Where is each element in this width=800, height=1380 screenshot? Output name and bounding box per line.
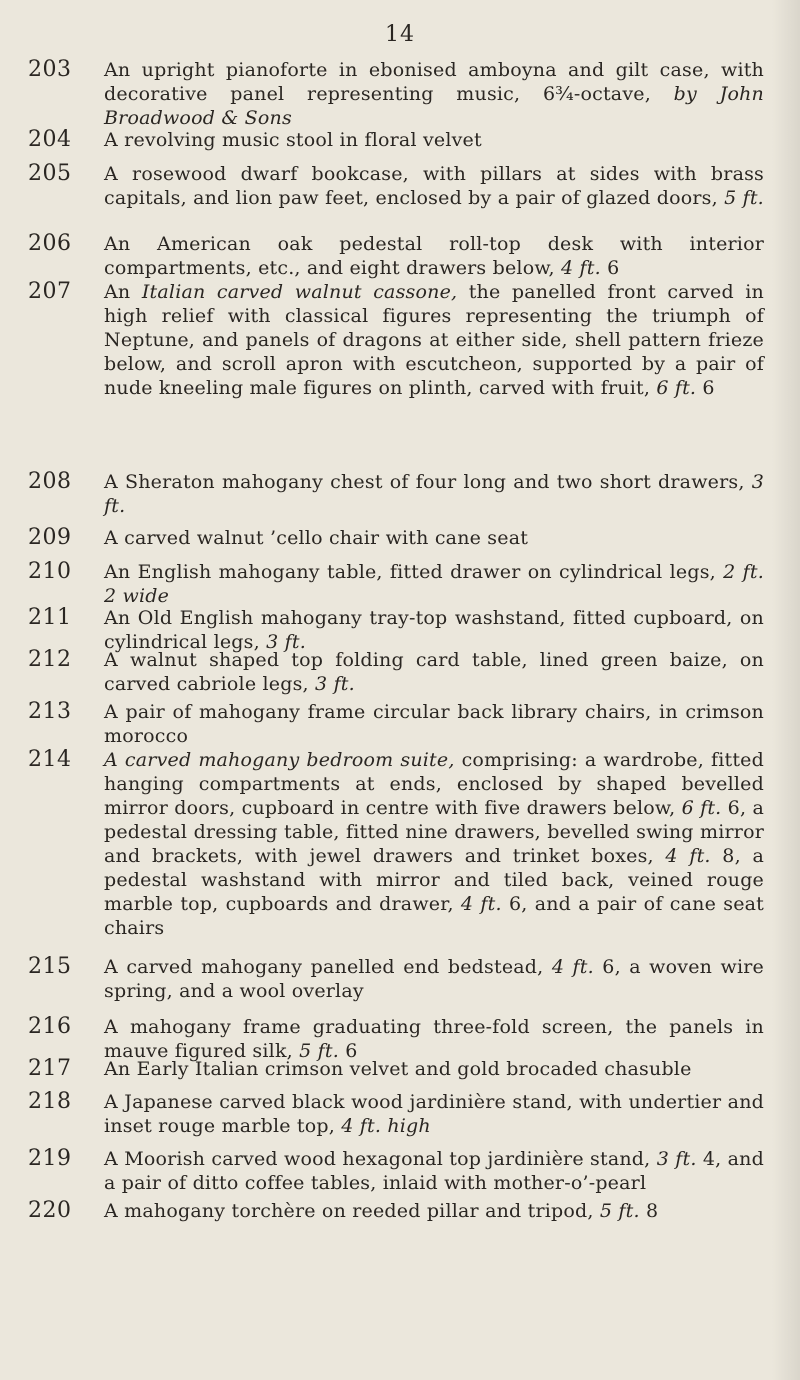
lot-number: 216 <box>28 1014 72 1039</box>
lot-description-italic: 4 ft. <box>551 956 594 978</box>
lot-description <box>104 58 764 130</box>
lot-description-text: A rosewood dwarf bookcase, with pillars at sides with brass capitals, and lion paw feet, enclosed by a pair of glazed doors, <box>104 163 764 209</box>
lot-description-text: 8 <box>639 1200 659 1222</box>
lot-description-text: 6, a woven wire spring, and a wool overlay <box>104 956 764 1002</box>
lot-description-text: 8, a pedestal washstand with mirror and tiled back, veined rouge marble top, cupboards and drawer, <box>104 845 764 915</box>
lot-description <box>104 232 764 280</box>
lot-description-italic: 6 ft. <box>681 797 722 819</box>
lot-number: 211 <box>28 605 72 630</box>
lot-description-text: An Early Italian crimson velvet and gold brocaded chasuble <box>104 1058 692 1080</box>
lot-description-text: An upright pianoforte in ebonised amboyna and gilt case, with decorative panel representing music, 6¾-octave, <box>104 59 764 105</box>
lot-number: 220 <box>28 1198 72 1223</box>
lot-description-text: An <box>104 281 142 303</box>
lot-description <box>104 1199 764 1223</box>
lot-description-text: 6, a pedestal dressing table, fitted nine drawers, bevelled swing mirror and brackets, with jewel drawers and trinket boxes, <box>104 797 764 867</box>
lot-description-text: A pair of mahogany frame circular back library chairs, in crimson morocco <box>104 701 764 747</box>
lot-description-text: A Japanese carved black wood jardinière stand, with undertier and inset rouge marble top, <box>104 1091 764 1137</box>
lot-description-italic: 4 ft. <box>665 845 711 867</box>
lot-number: 214 <box>28 747 72 772</box>
lot-number: 209 <box>28 525 72 550</box>
lot-description-italic: 3 ft. <box>266 631 306 653</box>
lot-description <box>104 955 764 1003</box>
lot-description-text: An American oak pedestal roll-top desk with interior compartments, etc., and eight drawers below, <box>104 233 764 279</box>
lot-description-text: A walnut shaped top folding card table, lined green baize, on carved cabriole legs, <box>104 649 764 695</box>
lot-description-text: A Sheraton mahogany chest of four long and two short drawers, <box>104 471 752 493</box>
lot-number: 204 <box>28 127 72 152</box>
lot-description-italic: by John Broadwood & Sons <box>104 83 764 129</box>
lot-description <box>104 700 764 748</box>
lot-description-text: comprising: a wardrobe, fitted hanging compartments at ends, enclosed by shaped bevelled mirror doors, cupboard in centre with five drawers below, <box>104 749 764 819</box>
lot-description-text: An Old English mahogany tray-top washstand, fitted cupboard, on cylindrical legs, <box>104 607 764 653</box>
lot-description-italic: 5 ft. <box>724 187 764 209</box>
lot-description-text: A carved walnut ’cello chair with cane seat <box>104 527 529 549</box>
lot-description <box>104 1015 764 1063</box>
lot-number: 217 <box>28 1056 72 1081</box>
lot-description <box>104 748 764 940</box>
lot-number: 219 <box>28 1146 72 1171</box>
lot-number: 210 <box>28 559 72 584</box>
lot-description-text: An English mahogany table, fitted drawer on cylindrical legs, <box>104 561 724 583</box>
lot-number: 208 <box>28 469 72 494</box>
lot-description-italic: 5 ft. <box>299 1040 339 1062</box>
lot-number: 207 <box>28 279 72 304</box>
lot-description-italic: A carved mahogany bedroom suite, <box>104 749 455 771</box>
lot-description <box>104 1057 764 1081</box>
lot-description-text: A carved mahogany panelled end bedstead, <box>104 956 552 978</box>
lot-description <box>104 128 764 152</box>
lot-description <box>104 526 764 550</box>
lot-description <box>104 648 764 696</box>
lot-description <box>104 470 764 518</box>
page-number: 14 <box>385 22 415 47</box>
lot-description <box>104 280 764 400</box>
lot-description-text: 6 <box>338 1040 358 1062</box>
lot-description-text: 6 <box>600 257 620 279</box>
lot-description-text: A revolving music stool in floral velvet <box>104 129 482 151</box>
lot-description-text: A mahogany torchère on reeded pillar and tripod, <box>104 1200 600 1222</box>
lot-description-text: A mahogany frame graduating three-fold screen, the panels in mauve figured silk, <box>104 1016 764 1062</box>
lot-description-text: 4, and a pair of ditto coffee tables, inlaid with mother-o’-pearl <box>104 1148 764 1194</box>
lot-description-italic: 3 ft. <box>104 471 764 517</box>
lot-description-italic: 4 ft. <box>561 257 601 279</box>
lot-number: 205 <box>28 161 72 186</box>
lot-number: 215 <box>28 954 72 979</box>
lot-description <box>104 606 764 654</box>
lot-description <box>104 162 764 210</box>
lot-description-italic: Italian carved walnut cassone, <box>141 281 458 303</box>
lot-description-italic: 4 ft. high <box>341 1115 431 1137</box>
lot-description-text: the panelled front carved in high relief with classical figures representing the triumph of Neptune, and panels of dragons at either side, shell pattern frieze below, and scroll apron with escutcheon, supported by a pair of nude kneeling male figures on plinth, carved with fruit, <box>104 281 764 399</box>
lot-description-text: 6 <box>696 377 715 399</box>
page-edge-shadow <box>772 0 800 1380</box>
lot-description-italic: 3 ft. <box>315 673 355 695</box>
lot-description-text: A Moorish carved wood hexagonal top jardinière stand, <box>104 1148 657 1170</box>
lot-description-italic: 3 ft. <box>656 1148 697 1170</box>
lot-description-italic: 4 ft. <box>460 893 502 915</box>
lot-description-italic: 5 ft. <box>599 1200 640 1222</box>
lot-description <box>104 560 764 608</box>
lot-description-italic: 6 ft. <box>656 377 697 399</box>
lot-description-italic: 2 ft. 2 wide <box>104 561 764 607</box>
lot-description <box>104 1090 764 1138</box>
lot-number: 212 <box>28 647 72 672</box>
lot-number: 203 <box>28 57 72 82</box>
lot-number: 218 <box>28 1089 72 1114</box>
lot-number: 206 <box>28 231 72 256</box>
lot-description <box>104 1147 764 1195</box>
lot-number: 213 <box>28 699 72 724</box>
lot-description-text: 6, and a pair of cane seat chairs <box>104 893 764 939</box>
